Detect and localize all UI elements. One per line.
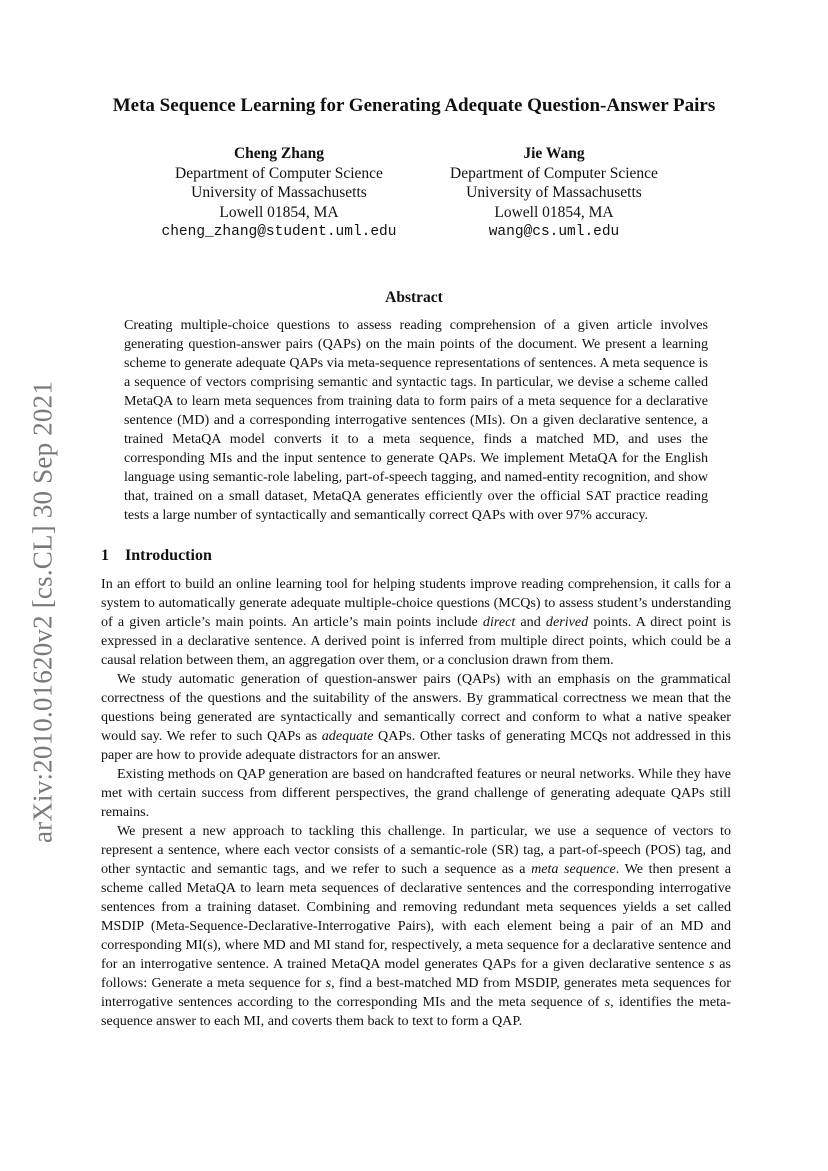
abstract-heading: Abstract [385,289,443,306]
author-city: Lowell 01854, MA [219,203,339,221]
emphasis: adequate [321,728,374,744]
text-run: We present a new approach to tackling this challenge. In particular, we use a sequence of vectors to represent a sentence, where each vector consists of a semantic-role (SR) tag, a part-of-speech (POS) tag, and other syntactic and semantic tags, and we refer to such a sequence as a [101,823,731,877]
author-name: Cheng Zhang [233,145,325,162]
author-block-2 [404,144,704,243]
author-department: Department of Computer Science [450,164,658,182]
paragraph [101,575,731,670]
text-run: QAPs. Other tasks of generating MCQs not addressed in this paper are how to provide adequate distractors for an answer. [101,728,731,763]
author-email: cheng_zhang@student.uml.edu [161,224,397,240]
text-run: , find a best-matched MD from MSDIP, generates meta sequences for interrogative sentences according to the corresponding MIs and the meta sequence of [101,975,731,1010]
abstract-text: Creating multiple-choice questions to assess reading comprehension of a given article involves generating question-answer pairs (QAPs) on the main points of the document. We present a learning scheme to generate adequate QAPs via meta-sequence representations of sentences. A meta sequence is a sequence of vectors comprising semantic and syntactic tags. In particular, we devise a scheme called MetaQA to learn meta sequences from training data to form pairs of a meta sequence for a declarative sentence (MD) and a corresponding interrogative sentences (MIs). On a given declarative sentence, a trained MetaQA model converts it to a meta sequence, finds a matched MD, and uses the corresponding MIs and the input sentence to generate QAPs. We implement MetaQA for the English language using semantic-role labeling, part-of-speech tagging, and named-entity recognition, and show that, trained on a small dataset, MetaQA generates efficiently over the official SAT practice reading tests a large number of syntactically and semantically correct QAPs with over 97% accuracy. [124,317,708,523]
author-block-1 [129,144,429,243]
introduction-body [101,575,731,1031]
section-heading [101,547,212,565]
author-name: Jie Wang [523,145,585,162]
text-run: and [515,614,546,630]
arxiv-identifier: arXiv:2010.01620v2 [cs.CL] 30 Sep 2021 [27,380,58,844]
paragraph: Existing methods on QAP generation are based on handcrafted features or neural networks. While they have met with certain success from different perspectives, the grand challenge of generating adequate QAPs still remains. [101,766,731,820]
author-university: University of Massachusetts [466,184,642,201]
paragraph [101,670,731,765]
math-variable: s [604,994,611,1010]
emphasis: direct [482,614,516,630]
author-university: University of Massachusetts [191,184,367,201]
text-run: We study automatic generation of question-answer pairs (QAPs) with an emphasis on the grammatical correctness of the questions and the suitability of the answers. By grammatical correctness we mean that the questions being generated are syntactically and semantically correct and conform to what a native speaker would say. We refer to such QAPs as [101,671,731,744]
text-run: , identifies the meta-sequence answer to each MI, and coverts them back to text to form a QAP. [101,994,731,1029]
section-title: Introduction [125,547,212,564]
paragraph [101,822,731,1031]
text-run: . We then present a scheme called MetaQA to learn meta sequences of declarative sentences and the corresponding interrogative sentences from a training dataset. Combining and removing redundant meta sequences yields a set called MSDIP (Meta-Sequence-Declarative-Interrogative Pairs), with each element being a pair of an MD and corresponding MI(s), where MD and MI stand for, respectively, a meta sequence for a declarative sentence and for an interrogative sentence. A trained MetaQA model generates QAPs for a given declarative sentence [101,861,731,972]
text-run: as follows: Generate a meta sequence for [101,956,731,991]
paper-title: Meta Sequence Learning for Generating Adequate Question-Answer Pairs [112,95,716,116]
text-run: points. A direct point is expressed in a declarative sentence. A derived point is inferred from multiple direct points, which could be a causal relation between them, an aggregation over them, or a conclusion drawn from them. [101,614,731,668]
emphasis: derived [545,614,589,630]
emphasis: meta sequence [531,861,616,877]
math-variable: s [325,975,332,991]
text-run: In an effort to build an online learning tool for helping students improve reading comprehension, it calls for a system to automatically generate adequate multiple-choice questions (MCQs) to assess student’s understanding of a given article’s main points. An article’s main points include [101,576,731,630]
author-city: Lowell 01854, MA [494,203,614,221]
author-email: wang@cs.uml.edu [488,224,620,240]
math-variable: s [708,956,715,972]
author-department: Department of Computer Science [175,164,383,182]
section-number: 1 [101,547,109,564]
